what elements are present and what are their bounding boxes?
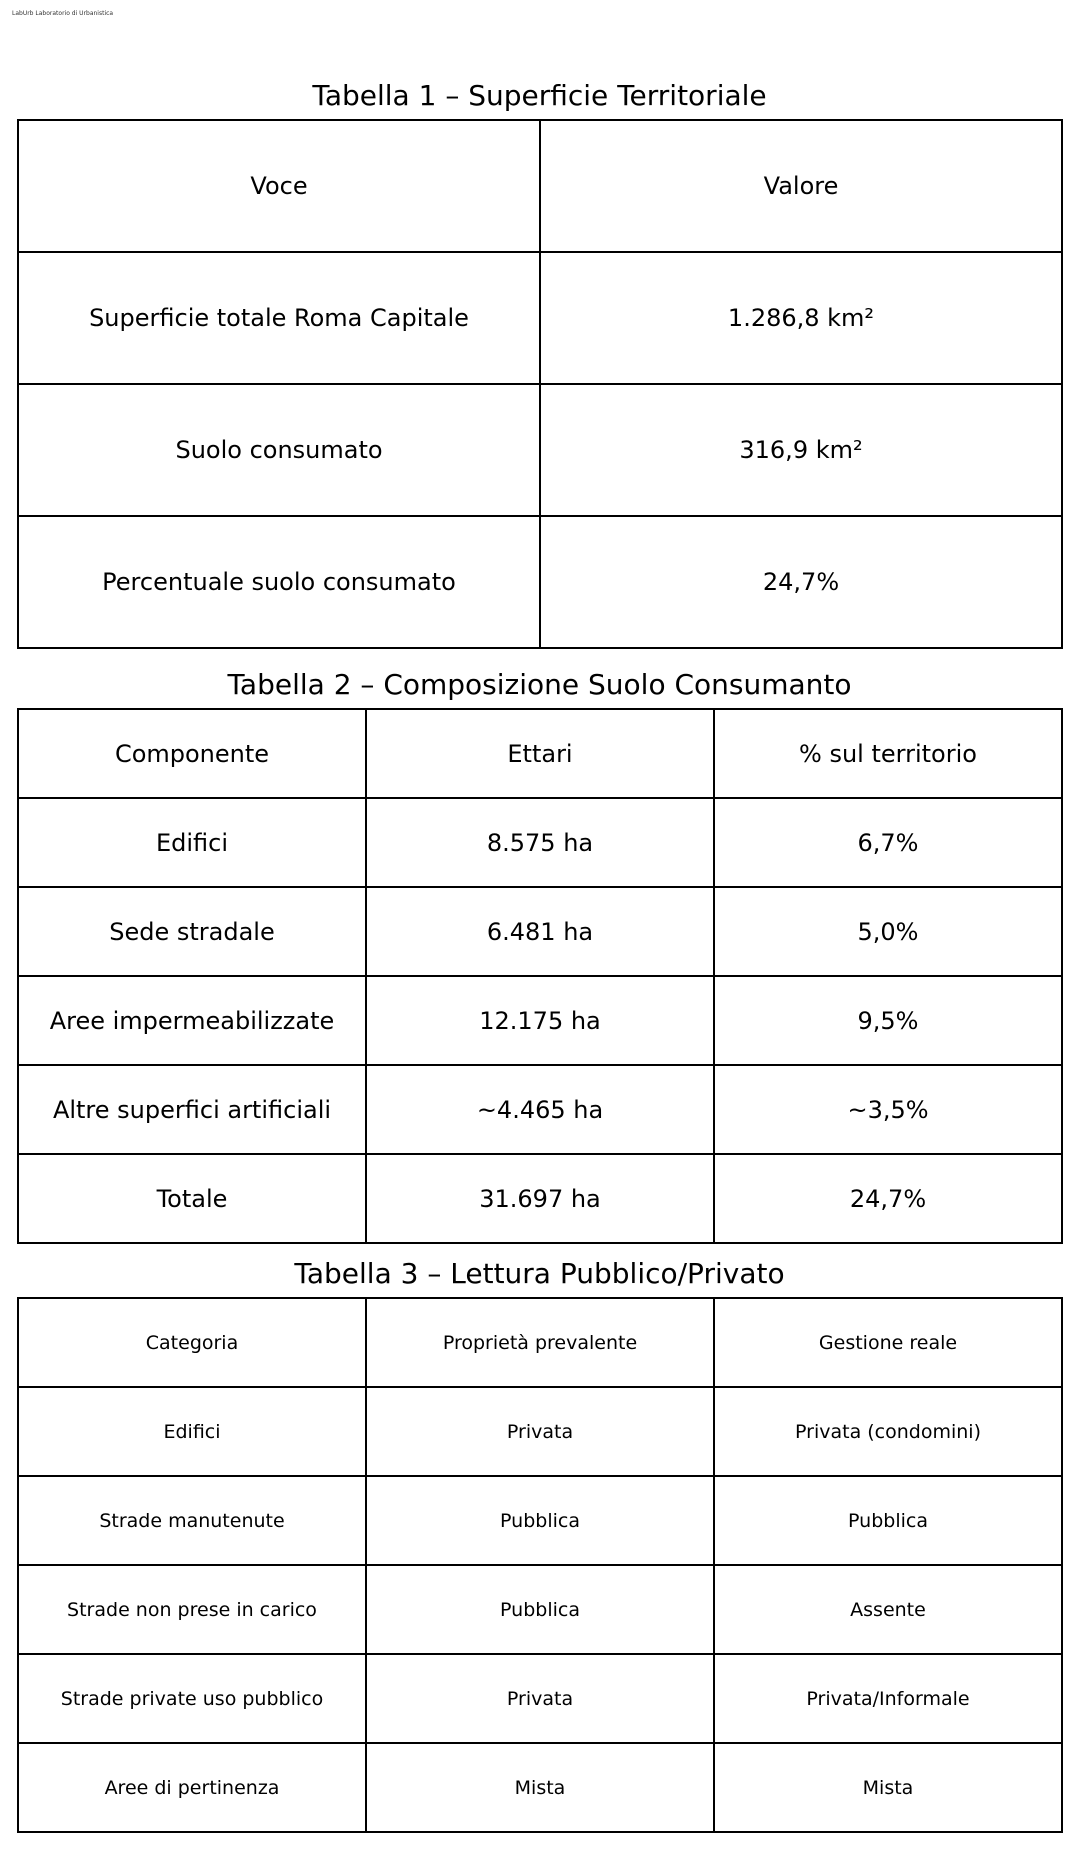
table-cell: Pubblica bbox=[714, 1476, 1062, 1565]
table-cell: 6.481 ha bbox=[366, 887, 714, 976]
table-cell: Aree di pertinenza bbox=[18, 1743, 366, 1832]
table-cell: Privata (condomini) bbox=[714, 1387, 1062, 1476]
header-cell: Categoria bbox=[18, 1298, 366, 1387]
header-note: LabUrb Laboratorio di Urbanistica bbox=[12, 10, 114, 17]
table-header-row bbox=[18, 709, 1062, 798]
table-cell: Strade manutenute bbox=[18, 1476, 366, 1565]
table1-title: Tabella 1 – Superficie Territoriale bbox=[312, 79, 767, 112]
table-cell: 316,9 km² bbox=[540, 384, 1062, 516]
table-row bbox=[18, 1387, 1062, 1476]
table-row bbox=[18, 1654, 1062, 1743]
table2 bbox=[17, 708, 1063, 1244]
table-cell: 9,5% bbox=[714, 976, 1062, 1065]
table-cell: Mista bbox=[714, 1743, 1062, 1832]
table-cell: Aree impermeabilizzate bbox=[18, 976, 366, 1065]
table-row bbox=[18, 976, 1062, 1065]
table-row bbox=[18, 798, 1062, 887]
table3 bbox=[17, 1297, 1063, 1833]
header-cell: Ettari bbox=[366, 709, 714, 798]
table-cell: Edifici bbox=[18, 1387, 366, 1476]
header-cell: Gestione reale bbox=[714, 1298, 1062, 1387]
table-cell: Suolo consumato bbox=[18, 384, 540, 516]
table1 bbox=[17, 119, 1063, 649]
table3-title: Tabella 3 – Lettura Pubblico/Privato bbox=[294, 1257, 785, 1290]
table-cell: ~3,5% bbox=[714, 1065, 1062, 1154]
table-row bbox=[18, 1476, 1062, 1565]
table-cell: 31.697 ha bbox=[366, 1154, 714, 1243]
table-row bbox=[18, 887, 1062, 976]
header-cell: % sul territorio bbox=[714, 709, 1062, 798]
table-cell: Privata/Informale bbox=[714, 1654, 1062, 1743]
table-cell: Totale bbox=[18, 1154, 366, 1243]
header-cell: Proprietà prevalente bbox=[366, 1298, 714, 1387]
table-header-row bbox=[18, 1298, 1062, 1387]
header-cell: Voce bbox=[18, 120, 540, 252]
header-cell: Componente bbox=[18, 709, 366, 798]
table-row bbox=[18, 516, 1062, 648]
table-cell: Pubblica bbox=[366, 1565, 714, 1654]
table-cell: 24,7% bbox=[540, 516, 1062, 648]
table-cell: Pubblica bbox=[366, 1476, 714, 1565]
table-cell: Superficie totale Roma Capitale bbox=[18, 252, 540, 384]
table-cell: Privata bbox=[366, 1387, 714, 1476]
table-cell: 6,7% bbox=[714, 798, 1062, 887]
table-cell: 8.575 ha bbox=[366, 798, 714, 887]
table-row bbox=[18, 252, 1062, 384]
table-cell: ~4.465 ha bbox=[366, 1065, 714, 1154]
table-row-total bbox=[18, 1154, 1062, 1243]
table-cell: Strade non prese in carico bbox=[18, 1565, 366, 1654]
table-cell: Altre superfici artificiali bbox=[18, 1065, 366, 1154]
table-row bbox=[18, 384, 1062, 516]
table-cell: 5,0% bbox=[714, 887, 1062, 976]
table2-title: Tabella 2 – Composizione Suolo Consumanto bbox=[227, 668, 852, 701]
table-row bbox=[18, 1065, 1062, 1154]
table-cell: Edifici bbox=[18, 798, 366, 887]
table-cell: 12.175 ha bbox=[366, 976, 714, 1065]
table-cell: Privata bbox=[366, 1654, 714, 1743]
table-cell: Assente bbox=[714, 1565, 1062, 1654]
header-cell: Valore bbox=[540, 120, 1062, 252]
table-row bbox=[18, 1565, 1062, 1654]
table-cell: Strade private uso pubblico bbox=[18, 1654, 366, 1743]
table-cell: 24,7% bbox=[714, 1154, 1062, 1243]
table-row bbox=[18, 1743, 1062, 1832]
table-cell: Percentuale suolo consumato bbox=[18, 516, 540, 648]
table-cell: Mista bbox=[366, 1743, 714, 1832]
table-cell: Sede stradale bbox=[18, 887, 366, 976]
table-cell: 1.286,8 km² bbox=[540, 252, 1062, 384]
table-header-row bbox=[18, 120, 1062, 252]
